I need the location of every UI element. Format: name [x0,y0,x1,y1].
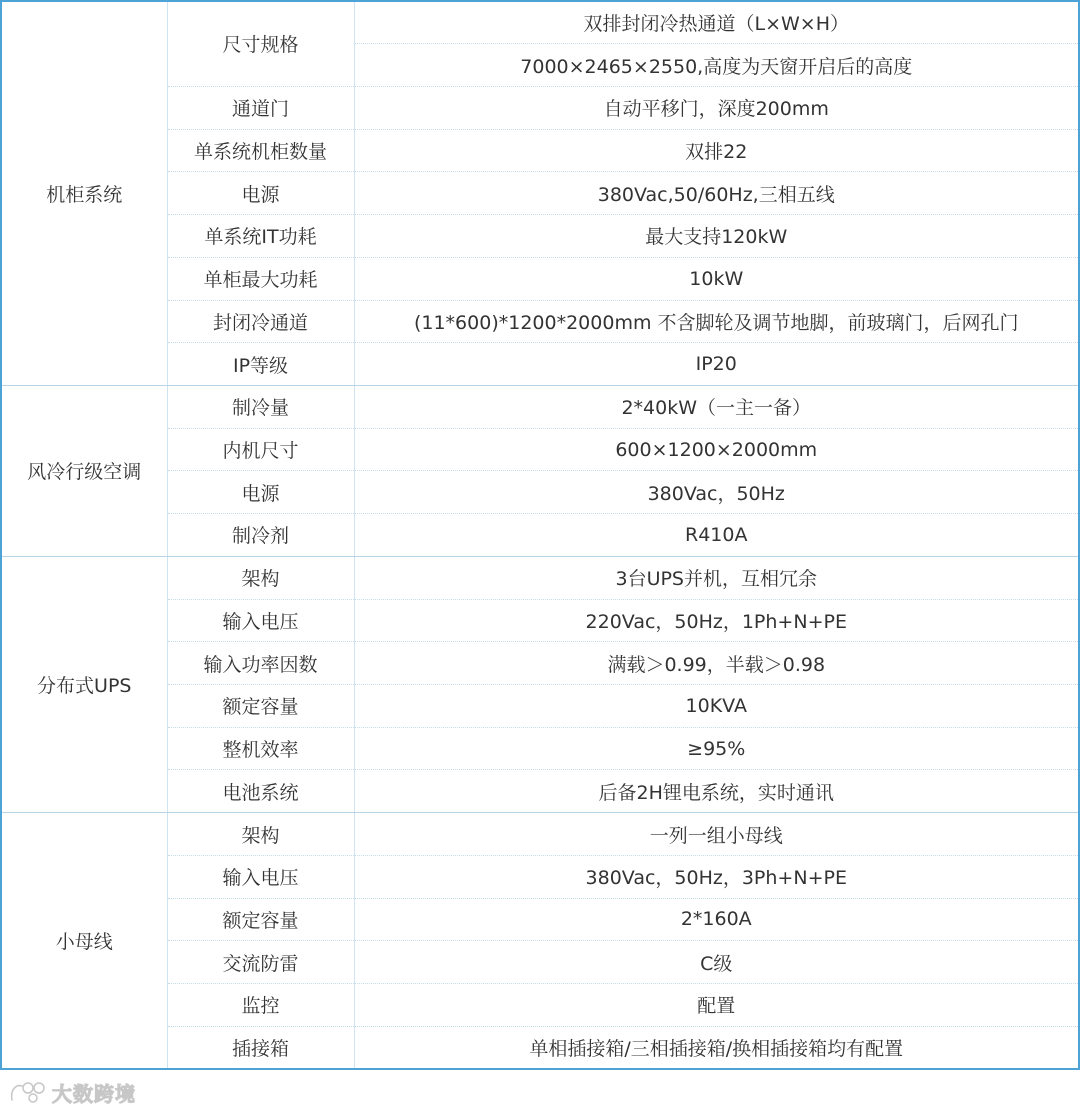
value-cell: 380Vac，50Hz，3Ph+N+PE [354,855,1079,898]
parameter-cell: 内机尺寸 [167,428,354,471]
value-cell: 10KVA [354,685,1079,728]
parameter-cell: 整机效率 [167,727,354,770]
parameter-cell: 制冷剂 [167,514,354,557]
parameter-cell: 单系统机柜数量 [167,129,354,172]
parameter-cell: 输入电压 [167,599,354,642]
table-row [1,556,1079,599]
value-cell: 双排22 [354,129,1079,172]
parameter-cell: IP等级 [167,343,354,386]
parameter-cell: 额定容量 [167,898,354,941]
parameter-cell: 输入功率因数 [167,642,354,685]
value-cell: R410A [354,514,1079,557]
table-row [1,813,1079,856]
value-cell: C级 [354,941,1079,984]
value-cell: 满载＞0.99，半载＞0.98 [354,642,1079,685]
value-cell: 双排封闭冷热通道（L×W×H） [354,1,1079,44]
value-cell: 单相插接箱/三相插接箱/换相插接箱均有配置 [354,1026,1079,1069]
parameter-cell: 输入电压 [167,855,354,898]
table-row [1,1,1079,44]
parameter-cell: 制冷量 [167,385,354,428]
value-cell: 7000×2465×2550,高度为天窗开启后的高度 [354,44,1079,87]
value-cell: 最大支持120kW [354,215,1079,258]
value-cell: 600×1200×2000mm [354,428,1079,471]
parameter-cell: 架构 [167,556,354,599]
value-cell: ≥95% [354,727,1079,770]
value-cell: 380Vac，50Hz [354,471,1079,514]
parameter-cell: 监控 [167,984,354,1027]
value-cell: 后备2H锂电系统，实时通讯 [354,770,1079,813]
watermark [8,1076,136,1108]
category-cell: 机柜系统 [1,1,167,385]
value-cell: 10kW [354,257,1079,300]
value-cell: 220Vac，50Hz，1Ph+N+PE [354,599,1079,642]
category-cell: 风冷行级空调 [1,385,167,556]
value-cell: 2*40kW（一主一备） [354,385,1079,428]
value-cell: (11*600)*1200*2000mm 不含脚轮及调节地脚，前玻璃门，后网孔门 [354,300,1079,343]
parameter-cell: 尺寸规格 [167,1,354,86]
value-cell: 一列一组小母线 [354,813,1079,856]
parameter-cell: 交流防雷 [167,941,354,984]
value-cell: 2*160A [354,898,1079,941]
parameter-cell: 插接箱 [167,1026,354,1069]
parameter-cell: 架构 [167,813,354,856]
parameter-cell: 电源 [167,172,354,215]
watermark-text: 大数跨境 [52,1081,136,1106]
parameter-cell: 单柜最大功耗 [167,257,354,300]
spec-table-body [1,1,1079,1069]
parameter-cell: 电池系统 [167,770,354,813]
category-cell: 小母线 [1,813,167,1069]
value-cell: 自动平移门，深度200mm [354,86,1079,129]
parameter-cell: 通道门 [167,86,354,129]
brand-logo-icon [8,1078,48,1106]
value-cell: 配置 [354,984,1079,1027]
value-cell: IP20 [354,343,1079,386]
table-row [1,385,1079,428]
category-cell: 分布式UPS [1,556,167,812]
parameter-cell: 封闭冷通道 [167,300,354,343]
value-cell: 3台UPS并机，互相冗余 [354,556,1079,599]
parameter-cell: 电源 [167,471,354,514]
value-cell: 380Vac,50/60Hz,三相五线 [354,172,1079,215]
parameter-cell: 单系统IT功耗 [167,215,354,258]
parameter-cell: 额定容量 [167,685,354,728]
